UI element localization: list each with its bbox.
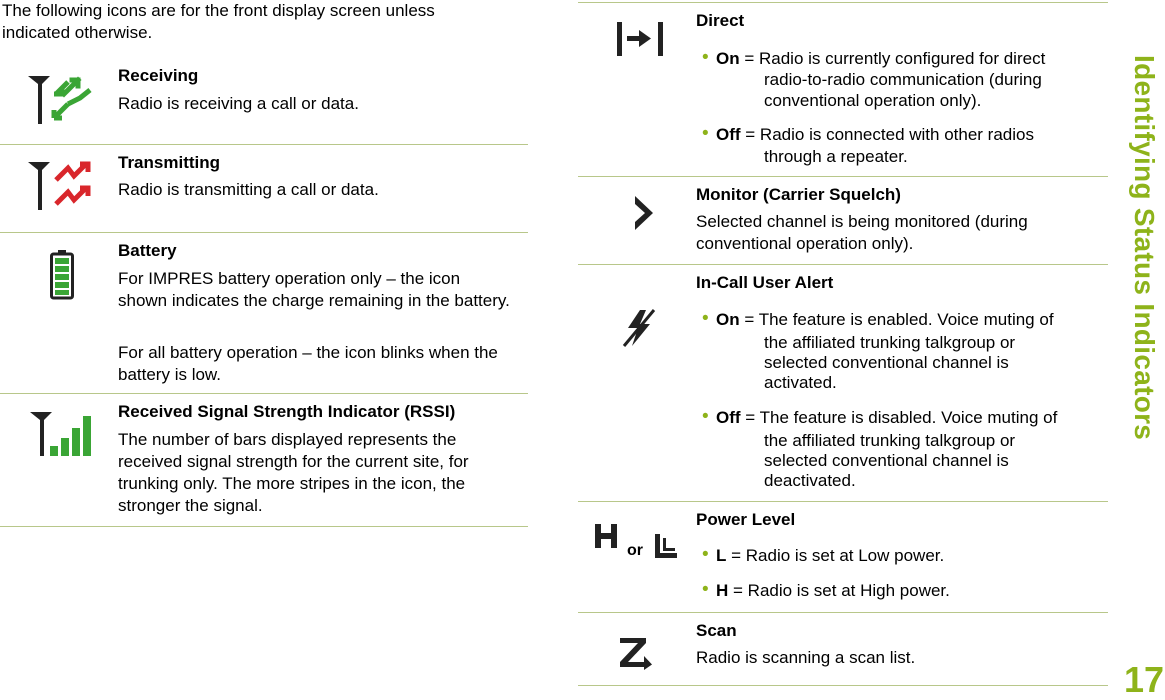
power-h-key: H <box>716 581 729 600</box>
scan-title: Scan <box>696 621 737 640</box>
scan-text: Radio is scanning a scan list. <box>696 648 916 667</box>
direct-on-cont: radio-to-radio communication (during conventional operation only). <box>764 70 1042 110</box>
direct-on-text: = Radio is currently configured for direct <box>744 49 1046 68</box>
bullet-dot: • <box>702 308 709 329</box>
monitor-title: Monitor (Carrier Squelch) <box>696 185 901 204</box>
battery-text-2: For all battery operation – the icon blinks when the battery is low. <box>118 343 498 384</box>
receiving-text: Radio is receiving a call or data. <box>118 94 359 113</box>
direct-on-key: On <box>716 49 740 68</box>
signal-strength-icon <box>30 410 94 463</box>
bullet-dot: • <box>702 579 709 600</box>
divider <box>578 685 1108 686</box>
direct-on-bullet <box>702 47 1046 69</box>
alert-on-text: = The feature is enabled. Voice muting of <box>744 310 1054 329</box>
transmitting-title: Transmitting <box>118 153 221 172</box>
direct-off-key: Off <box>716 125 741 144</box>
power-h-text: = Radio is set at High power. <box>733 581 950 600</box>
divider <box>0 393 528 394</box>
divider <box>578 2 1108 3</box>
power-low-bullet <box>702 544 945 566</box>
bullet-dot: • <box>702 123 709 144</box>
power-high-bullet <box>702 579 950 601</box>
divider <box>578 612 1108 613</box>
alert-off-bullet <box>702 406 1058 428</box>
divider <box>578 264 1108 265</box>
power-title: Power Level <box>696 510 796 529</box>
receiving-title: Receiving <box>118 66 199 85</box>
alert-off-key: Off <box>716 408 741 427</box>
high-power-icon <box>595 524 617 553</box>
divider <box>578 176 1108 177</box>
power-l-key: L <box>716 546 727 565</box>
rssi-text: The number of bars displayed represents the received signal strength for the current site, for trunking only. The more stripes in the icon, the stronger the signal. <box>118 430 469 515</box>
bullet-dot: • <box>702 406 709 427</box>
alert-on-cont: the affiliated trunking talkgroup or selected conventional channel is activated. <box>764 333 1016 392</box>
bullet-dot: • <box>702 544 709 565</box>
transmitting-icon <box>28 158 92 217</box>
alert-off-text: = The feature is disabled. Voice muting of <box>745 408 1058 427</box>
divider <box>578 501 1108 502</box>
bullet-dot: • <box>702 47 709 68</box>
alert-off-cont: the affiliated trunking talkgroup or selected conventional channel is deactivated. <box>764 431 1016 490</box>
scan-icon <box>618 636 654 675</box>
alert-on-key: On <box>716 310 740 329</box>
rssi-title: Received Signal Strength Indicator (RSSI) <box>118 402 456 421</box>
divider <box>0 526 528 527</box>
transmitting-text: Radio is transmitting a call or data. <box>118 180 379 199</box>
battery-title: Battery <box>118 241 177 260</box>
direct-icon <box>617 22 663 61</box>
section-title: Identifying Status Indicators <box>1129 55 1160 441</box>
direct-off-bullet <box>702 123 1034 145</box>
power-l-text: = Radio is set at Low power. <box>731 546 945 565</box>
direct-off-cont: through a repeater. <box>764 147 908 166</box>
or-label: or <box>627 542 643 559</box>
divider <box>0 232 528 233</box>
alert-title: In-Call User Alert <box>696 273 834 292</box>
direct-off-text: = Radio is connected with other radios <box>745 125 1034 144</box>
monitor-icon <box>633 196 655 235</box>
receiving-icon <box>28 72 92 131</box>
alert-on-bullet <box>702 308 1054 330</box>
page-number: 17 <box>1124 659 1165 700</box>
low-power-icon <box>655 534 677 563</box>
in-call-user-alert-icon <box>622 308 656 353</box>
divider <box>0 144 528 145</box>
monitor-text: Selected channel is being monitored (during conventional operation only). <box>696 212 1028 253</box>
battery-text: For IMPRES battery operation only – the icon shown indicates the charge remaining in the battery. <box>118 269 510 310</box>
intro-text: The following icons are for the front display screen unless indicated otherwise. <box>2 1 435 42</box>
battery-icon <box>50 250 74 305</box>
direct-title: Direct <box>696 11 745 30</box>
